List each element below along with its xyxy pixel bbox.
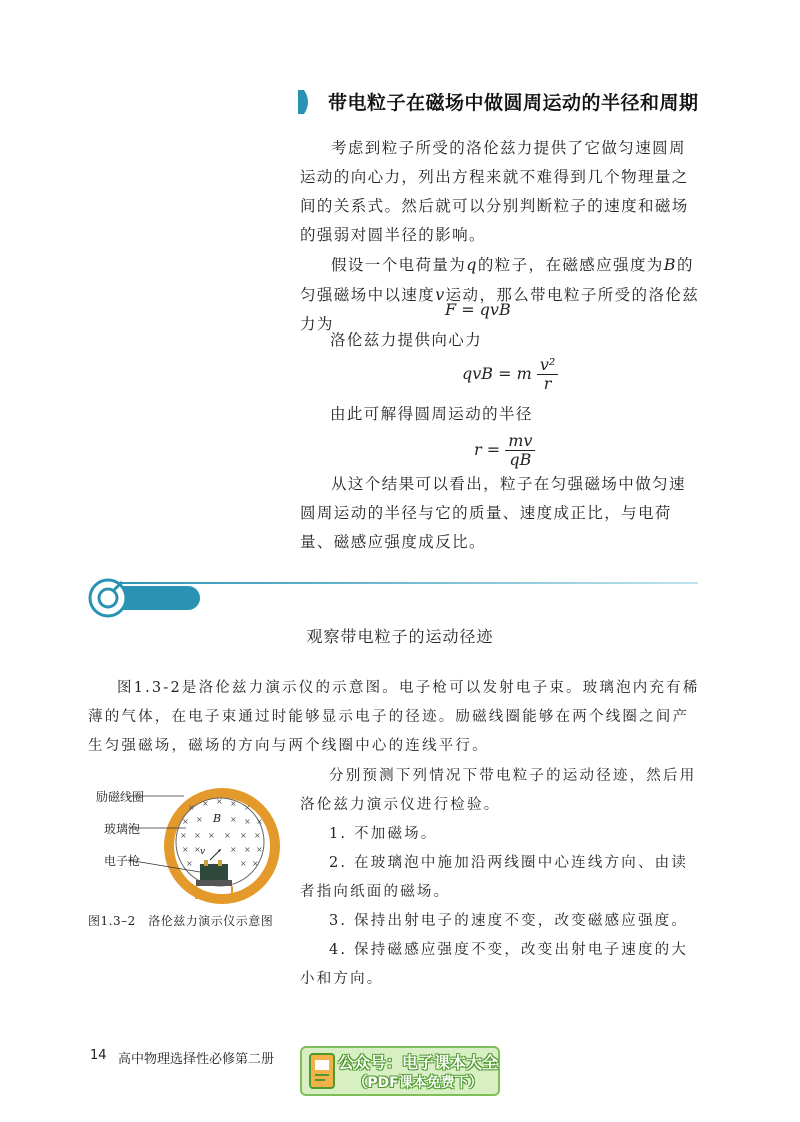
list-item: 4. 保持磁感应强度不变，改变出射电子速度的大小和方向。 (300, 942, 689, 987)
symbol-q: q (466, 255, 478, 274)
conclusion-paragraph: 从这个结果可以看出，粒子在匀强磁场中做匀速圆周运动的半径与它的质量、速度成正比，与电荷量、磁感应强度成反比。 (300, 475, 686, 551)
section-marker-icon (298, 90, 312, 114)
denominator: qB (509, 450, 532, 469)
svg-text:×: × (224, 831, 231, 840)
page-number: 14 (90, 1048, 107, 1063)
conclusion-body (300, 470, 702, 557)
text-run: 的匀强磁场中以速度 (300, 256, 694, 304)
svg-text:×: × (254, 831, 261, 840)
equation-left: qvB = m (462, 364, 532, 383)
svg-text:×: × (194, 845, 201, 854)
svg-text:×: × (216, 797, 223, 806)
svg-text:×: × (194, 831, 201, 840)
numerator: v² (537, 356, 558, 375)
svg-text:×: × (182, 817, 189, 826)
svg-text:×: × (180, 831, 187, 840)
fraction (537, 356, 558, 393)
activity-header-bar (88, 574, 708, 618)
svg-text:×: × (240, 831, 247, 840)
svg-text:×: × (244, 817, 251, 826)
section-title: 带电粒子在磁场中做圆周运动的半径和周期 (328, 92, 699, 114)
svg-text:×: × (182, 845, 189, 854)
svg-text:×: × (208, 831, 215, 840)
equation-radius (474, 432, 535, 469)
symbol-B: B (663, 255, 677, 274)
intro-paragraph-1: 考虑到粒子所受的洛伦兹力提供了它做匀速圆周运动的向心力，列出方程来就不难得到几个物理量之间的关系式。然后就可以分别判断粒子的速度和磁场的强弱对圆半径的影响。 (300, 139, 689, 244)
svg-text:×: × (230, 799, 237, 808)
svg-text:×: × (244, 803, 251, 812)
fraction (505, 432, 535, 469)
figure-label-coil: 励磁线圈 (96, 790, 145, 804)
svg-text:×: × (186, 859, 193, 868)
activity-intro (88, 674, 702, 761)
svg-text:×: × (202, 799, 209, 808)
book-title: 高中物理选择性必修第二册 (118, 1052, 275, 1067)
equation-left: r = (474, 440, 501, 459)
figure-label-v: v (200, 847, 206, 857)
numerator: mv (505, 432, 535, 451)
text-centripetal: 洛伦兹力提供向心力 (330, 331, 483, 349)
text-run: 运动，那么带电粒子所受的洛伦兹力为 (300, 286, 700, 333)
svg-text:×: × (244, 845, 251, 854)
text-radius: 由此可解得圆周运动的半径 (330, 405, 533, 423)
activity-instructions (300, 762, 702, 994)
activity-paragraph-2: 分别预测下列情况下带电粒子的运动径迹，然后用洛伦兹力演示仪进行检验。 (300, 768, 697, 813)
symbol-v: v (435, 285, 446, 304)
equation-lorentz: F = qvB (445, 300, 511, 319)
list-item: 1. 不加磁场。 (329, 826, 438, 842)
watermark-line-1: 公众号：电子课本大全 (338, 1053, 499, 1072)
activity-title: 观察带电粒子的运动径迹 (306, 627, 494, 646)
text-run: 的粒子，在磁感应强度为 (477, 256, 664, 274)
denominator: r (543, 374, 552, 393)
svg-text:×: × (230, 815, 237, 824)
svg-text:×: × (240, 859, 247, 868)
svg-text:×: × (256, 845, 263, 854)
svg-text:×: × (196, 815, 203, 824)
figure-label-B: B (213, 812, 222, 825)
figure-caption: 图1.3–2 洛伦兹力演示仪示意图 (88, 914, 274, 928)
svg-text:×: × (252, 859, 259, 868)
svg-text:×: × (230, 845, 237, 854)
svg-text:×: × (188, 803, 195, 812)
figure-label-gun: 电子枪 (104, 854, 141, 868)
svg-text:×: × (256, 817, 263, 826)
book-icon (308, 1052, 336, 1090)
figure-label-bulb: 玻璃泡 (104, 822, 141, 836)
activity-paragraph-1: 图1.3-2是洛伦兹力演示仪的示意图。电子枪可以发射电子束。玻璃泡内充有稀薄的气体，在电子束通过时能够显示电子的径迹。励磁线圈能够在两个线圈之间产生匀强磁场，磁场的方向与两个线圈中心的连线平行。 (88, 680, 700, 754)
list-item: 3. 保持出射电子的速度不变，改变磁感应强度。 (329, 913, 689, 929)
list-item: 2. 在玻璃泡中施加沿两线圈中心连线方向、由读者指向纸面的磁场。 (300, 855, 689, 900)
watermark-line-2: （PDF课本免费下） (353, 1075, 483, 1091)
text-run: 假设一个电荷量为 (331, 256, 467, 274)
equation-centripetal (462, 356, 558, 393)
